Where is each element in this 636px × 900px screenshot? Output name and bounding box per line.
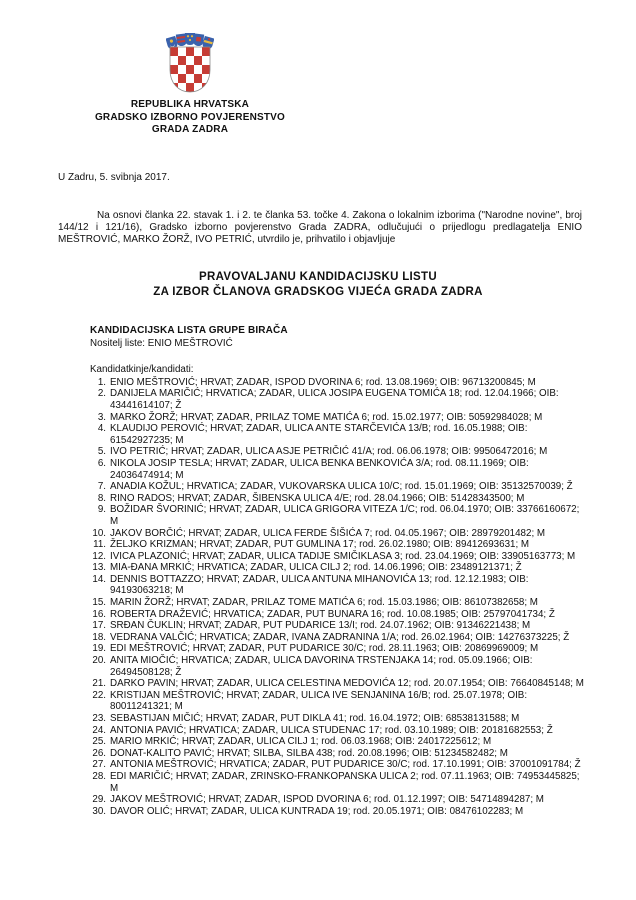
candidate-text: JAKOV BORČIĆ; HRVAT; ZADAR, ULICA FERDE ŠIŠIĆA 7; rod. 04.05.1967; OIB: 28979201482; M [110,527,546,539]
candidate-number: 24. [92,724,106,736]
candidate-number: 2. [97,388,106,400]
candidate-number: 17. [92,620,106,632]
candidate-row [90,446,584,458]
candidate-number: 6. [97,457,106,469]
candidate-row [90,748,584,760]
candidate-list [90,377,584,818]
candidate-number: 7. [97,481,106,493]
candidate-row [90,458,584,481]
holder-label: Nositelj liste: [90,337,145,349]
candidate-row [90,713,584,725]
candidate-row [90,771,584,794]
candidate-row [90,377,584,389]
candidate-row [90,736,584,748]
document-title [0,270,636,300]
candidate-row [90,794,584,806]
candidate-text: SRĐAN ČUKLIN; HRVAT; ZADAR, PUT PUDARICE 13/I; rod. 24.07.1962; OIB: 91346221438; M [110,620,531,632]
candidate-text: KRISTIJAN MEŠTROVIĆ; HRVAT; ZADAR, ULICA IVE SENJANINA 16/B; rod. 25.07.1978; OIB: 80011241321; M [110,689,528,713]
candidate-number: 25. [92,736,106,748]
candidate-number: 10. [92,527,106,539]
candidate-number: 16. [92,608,106,620]
candidate-row [90,643,584,655]
candidate-text: ROBERTA DRAŽEVIĆ; HRVATICA; ZADAR, PUT BUNARA 16; rod. 10.08.1985; OIB: 25797041734; Ž [110,608,555,620]
candidate-text: VEDRANA VALČIĆ; HRVATICA; ZADAR, IVANA ZADRANINA 1/A; rod. 26.02.1964; OIB: 14276373225; Ž [110,631,570,643]
candidate-text: JAKOV MEŠTROVIĆ; HRVAT; ZADAR, ISPOD DVORINA 6; rod. 01.12.1997; OIB: 54714894287; M [110,794,544,806]
org-line-city: GRADA ZADRA [151,124,229,135]
candidate-row [90,412,584,424]
candidate-number: 5. [97,446,106,458]
title-line-1: PRAVOVALJANU KANDIDACIJSKU LISTU [199,271,437,283]
candidate-text: MARIO MRKIĆ; HRVAT; ZADAR, ULICA CILJ 1; rod. 06.03.1968; OIB: 24017225612; M [110,736,492,748]
candidate-row [90,551,584,563]
candidate-number: 22. [92,689,106,701]
candidate-text: RINO RADOS; HRVAT; ZADAR, ŠIBENSKA ULICA 4/E; rod. 28.04.1966; OIB: 51428343500; M [110,492,525,504]
candidate-text: ANADIA KOŽUL; HRVATICA; ZADAR, VUKOVARSKA ULICA 10/C; rod. 15.01.1969; OIB: 35132570039; Ž [110,481,573,493]
candidate-text: NIKOLA JOSIP TESLA; HRVAT; ZADAR, ULICA BENKA BENKOVIĆA 3/A; rod. 08.11.1969; OIB: 24036474914; M [110,457,529,481]
candidate-number: 18. [92,631,106,643]
candidates-label: Kandidatkinje/kandidati: [90,364,194,376]
candidate-text: DANIJELA MARIČIĆ; HRVATICA; ZADAR, ULICA JOSIPA EUGENA TOMIĆA 18; rod. 12.04.1966; OIB: 43441614107; Ž [110,388,559,411]
candidate-number: 13. [92,562,106,574]
candidate-number: 3. [97,411,106,423]
candidate-text: DENNIS BOTTAZZO; HRVAT; ZADAR, ULICA ANTUNA MIHANOVIĆA 13; rod. 12.12.1983; OIB: 94193063218; M [110,573,529,597]
candidate-row [90,562,584,574]
candidate-row [90,655,584,678]
coa-shield [170,47,210,92]
title-line-2: ZA IZBOR ČLANOVA GRADSKOG VIJEĆA GRADA ZADRA [153,286,483,298]
candidate-number: 1. [97,376,106,388]
candidate-row [90,632,584,644]
candidate-text: KLAUDIJO PEROVIĆ; HRVAT; ZADAR, ULICA ANTE STARČEVIĆA 13/B; rod. 16.05.1988; OIB: 61542927235; M [110,423,528,446]
candidate-text: DONAT-KALITO PAVIĆ; HRVAT; SILBA, SILBA 438; rod. 20.08.1996; OIB: 51234582482; M [110,747,508,759]
candidate-row [90,725,584,737]
candidate-number: 4. [97,423,106,435]
candidate-row [90,678,584,690]
candidate-row [90,493,584,505]
candidate-text: ANTONIA MEŠTROVIĆ; HRVATICA; ZADAR, PUT PUDARICE 30/C; rod. 17.10.1991; OIB: 37001091784; Ž [110,759,581,771]
candidate-text: IVICA PLAZONIĆ; HRVAT; ZADAR, ULICA TADIJE SMIČIKLASA 3; rod. 23.04.1969; OIB: 33905163773; M [110,550,576,562]
candidate-text: MARIN ŽORŽ; HRVAT; ZADAR, PRILAZ TOME MATIĆA 6; rod. 15.03.1986; OIB: 86107382658; M [110,597,538,609]
candidate-row [90,597,584,609]
candidate-number: 8. [97,492,106,504]
candidate-text: SEBASTIJAN MIČIĆ; HRVAT; ZADAR, PUT DIKLA 41; rod. 16.04.1972; OIB: 68538131588; M [110,713,520,724]
candidate-row [90,388,584,411]
list-holder-line [90,338,584,350]
candidate-row [90,481,584,493]
candidate-text: ANITA MIOČIĆ; HRVATICA; ZADAR, ULICA DAVORINA TRSTENJAKA 14; rod. 05.09.1966; OIB: 26494508128; Ž [110,655,533,678]
candidate-number: 23. [92,713,106,724]
candidate-text: EDI MARIČIĆ; HRVAT; ZADAR, ZRINSKO-FRANKOPANSKA ULICA 2; rod. 07.11.1963; OIB: 74953445825; M [110,770,580,794]
candidate-row [90,690,584,713]
candidate-number: 20. [92,655,106,667]
candidate-text: EDI MEŠTROVIĆ; HRVAT; ZADAR, PUT PUDARICE 30/C; rod. 28.11.1963; OIB: 20869969009; M [110,643,539,655]
candidate-row [90,528,584,540]
dateline: U Zadru, 5. svibnja 2017. [58,172,170,183]
candidate-number: 14. [92,573,106,585]
candidate-text: ŽELJKO KRIZMAN; HRVAT; ZADAR, PUT GUMLINA 17; rod. 26.02.1980; OIB: 89412693631; M [110,539,530,551]
candidate-text: ANTONIA PAVIĆ; HRVATICA; ZADAR, ULICA STUDENAC 17; rod. 03.10.1989; OIB: 20181682553; Ž [110,724,553,736]
org-line-country: REPUBLIKA HRVATSKA [130,99,250,110]
candidate-number: 27. [92,759,106,771]
candidate-text: MARKO ŽORŽ; HRVAT; ZADAR, PRILAZ TOME MATIĆA 6; rod. 15.02.1977; OIB: 50592984028; M [110,411,543,423]
candidate-text: ENIO MEŠTROVIĆ; HRVAT; ZADAR, ISPOD DVORINA 6; rod. 13.08.1969; OIB: 96713200845; M [110,376,536,388]
candidate-row [90,574,584,597]
candidate-number: 30. [92,805,106,817]
candidate-text: DAVOR OLIĆ; HRVAT; ZADAR, ULICA KUNTRADA 19; rod. 20.05.1971; OIB: 08476102283; M [110,805,524,817]
preamble-paragraph: Na osnovi članka 22. stavak 1. i 2. te članka 53. točke 4. Zakona o lokalnim izborima ("Narodne novine", broj 144/12 i 121/16), Gradsko izborno povjerenstvo Grada ZADRA, odlučujući o prijedlogu predlagatelja ENIO MEŠTROVIĆ, MARKO ŽORŽ, IVO PETRIĆ, utvrdilo je, prihvatilo i objavljuje [58,210,582,246]
candidate-row [90,539,584,551]
candidate-number: 11. [93,539,106,551]
candidate-number: 26. [92,747,106,759]
candidate-number: 28. [92,770,106,782]
candidate-row [90,423,584,446]
candidate-number: 19. [92,643,106,655]
candidate-number: 9. [97,504,106,516]
candidate-number: 12. [92,550,106,562]
letterhead [40,99,340,137]
candidate-text: IVO PETRIĆ; HRVAT; ZADAR, ULICA ASJE PETRIČIĆ 41/A; rod. 06.06.1978; OIB: 99506472016; M [110,446,548,458]
candidate-row [90,609,584,621]
candidate-text: BOŽIDAR ŠVORINIĆ; HRVAT; ZADAR, ULICA GRIGORA VITEZA 1/C; rod. 06.04.1970; OIB: 33766160672; M [110,504,580,527]
candidate-row [90,759,584,771]
holder-name: ENIO MEŠTROVIĆ [147,337,233,349]
candidate-text: DARKO PAVIN; HRVAT; ZADAR, ULICA CELESTINA MEDOVIĆA 12; rod. 20.07.1954; OIB: 76640845148; M [110,678,584,690]
candidate-number: 29. [92,794,106,806]
org-line-commission: GRADSKO IZBORNO POVJERENSTVO [94,111,286,123]
candidate-list-section [90,325,584,817]
candidate-number: 15. [92,597,106,609]
candidate-text: MIA-ĐANA MRKIĆ; HRVATICA; ZADAR, ULICA CILJ 2; rod. 14.06.1996; OIB: 23489121371; Ž [110,562,522,574]
candidate-number: 21. [92,678,106,690]
candidate-row [90,620,584,632]
candidate-row [90,806,584,818]
croatia-coat-of-arms-icon [166,32,214,94]
list-heading: KANDIDACIJSKA LISTA GRUPE BIRAČA [90,325,288,336]
candidate-row [90,504,584,527]
